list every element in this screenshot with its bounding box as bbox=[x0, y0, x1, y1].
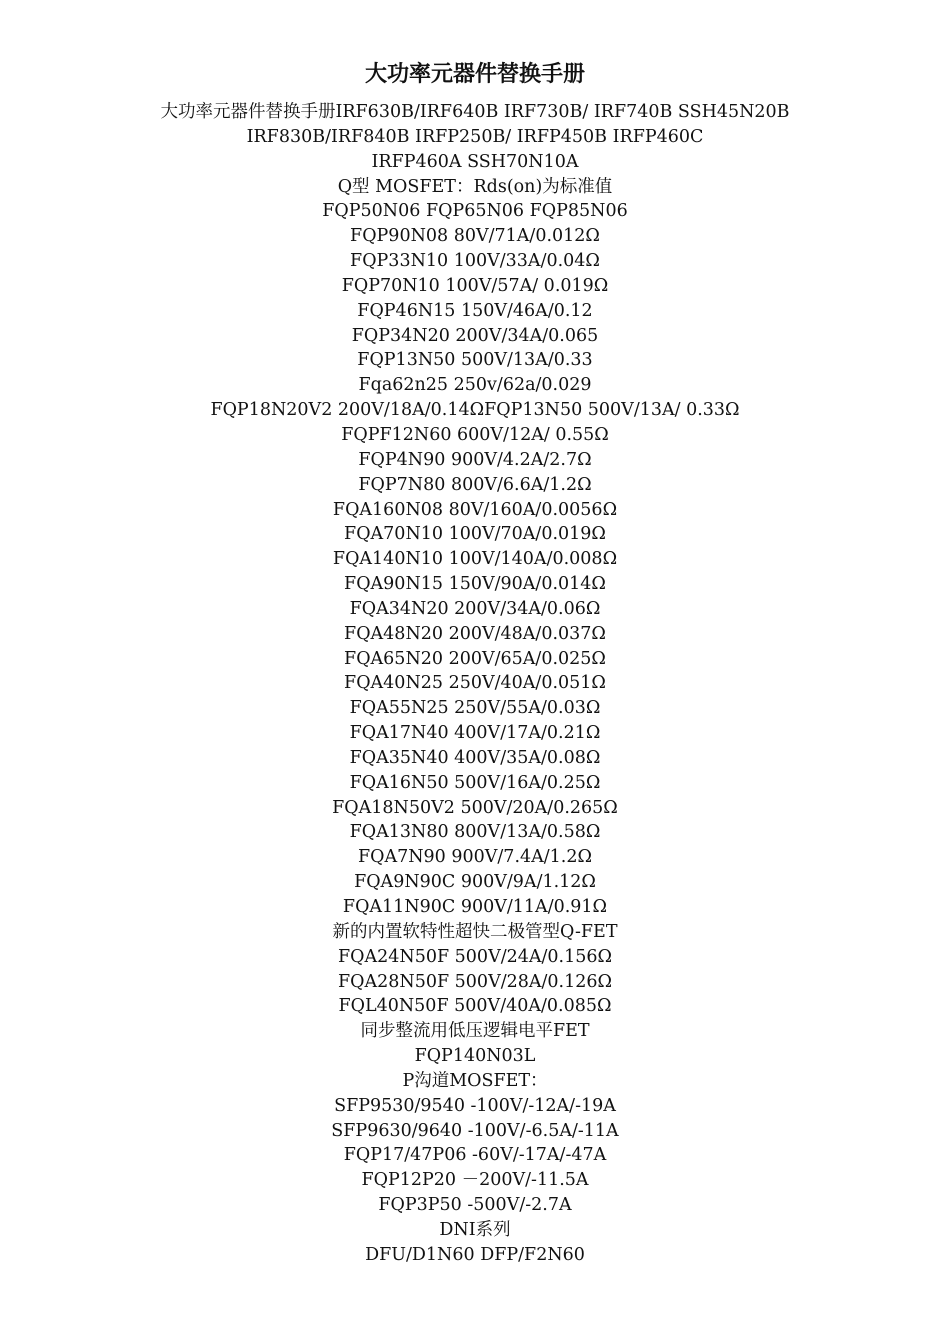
text-line: FQA70N10 100V/70A/0.019Ω bbox=[344, 524, 606, 545]
text-line: IRFP460A SSH70N10A bbox=[371, 151, 579, 172]
text-line: FQP12P20 －200V/-11.5A bbox=[361, 1170, 589, 1191]
text-line: FQL40N50F 500V/40A/0.085Ω bbox=[338, 996, 612, 1017]
text-line: FQA18N50V2 500V/20A/0.265Ω bbox=[332, 797, 618, 818]
text-line: FQP7N80 800V/6.6A/1.2Ω bbox=[358, 474, 592, 495]
text-line: FQA48N20 200V/48A/0.037Ω bbox=[344, 623, 606, 644]
text-line: FQA40N25 250V/40A/0.051Ω bbox=[344, 673, 606, 694]
text-line: 同步整流用低压逻辑电平FET bbox=[360, 1021, 590, 1042]
text-line: FQA11N90C 900V/11A/0.91Ω bbox=[342, 897, 608, 917]
text-line: FQA160N08 80V/160A/0.0056Ω bbox=[332, 499, 618, 520]
text-line: FQA24N50F 500V/24A/0.156Ω bbox=[337, 946, 613, 967]
text-line: FQP46N15 150V/46A/0.12 bbox=[357, 300, 593, 321]
document-title: 大功率元器件替换手册 bbox=[364, 62, 585, 87]
text-line: DNI系列 bbox=[439, 1219, 511, 1240]
text-line: FQA16N50 500V/16A/0.25Ω bbox=[349, 772, 601, 793]
text-line: FQP70N10 100V/57A/ 0.019Ω bbox=[341, 275, 609, 296]
text-line: FQA65N20 200V/65A/0.025Ω bbox=[344, 648, 606, 669]
text-line: FQP33N10 100V/33A/0.04Ω bbox=[350, 251, 600, 272]
text-line: SFP9530/9540 -100V/-12A/-19A bbox=[334, 1095, 616, 1116]
text-line: FQPF12N60 600V/12A/ 0.55Ω bbox=[341, 424, 609, 445]
text-line: FQA9N90C 900V/9A/1.12Ω bbox=[354, 872, 596, 893]
text-line: 新的内置软特性超快二极管型Q-FET bbox=[332, 921, 618, 942]
text-line: FQP140N03L bbox=[414, 1046, 536, 1067]
text-line: FQP4N90 900V/4.2A/2.7Ω bbox=[358, 449, 592, 470]
text-line: FQA28N50F 500V/28A/0.126Ω bbox=[337, 971, 613, 992]
text-line: FQP18N20V2 200V/18A/0.14ΩFQP13N50 500V/13A/ 0.33Ω bbox=[210, 400, 740, 421]
text-line: FQA55N25 250V/55A/0.03Ω bbox=[349, 698, 601, 719]
text-line: SFP9630/9640 -100V/-6.5A/-11A bbox=[331, 1120, 619, 1141]
text-line: Q型 MOSFET：Rds(on)为标准值 bbox=[337, 176, 613, 197]
text-line: FQP90N08 80V/71A/0.012Ω bbox=[350, 226, 600, 247]
text-line: P沟道MOSFET： bbox=[402, 1070, 548, 1091]
text-line: FQA90N15 150V/90A/0.014Ω bbox=[344, 574, 606, 595]
text-line: FQP34N20 200V/34A/0.065 bbox=[351, 325, 599, 346]
text-line: FQA140N10 100V/140A/0.008Ω bbox=[332, 549, 618, 570]
text-line: FQA17N40 400V/17A/0.21Ω bbox=[349, 723, 601, 744]
text-line: 大功率元器件替换手册IRF630B/IRF640B IRF730B/ IRF740B SSH45N20B bbox=[160, 102, 790, 122]
text-line: FQP13N50 500V/13A/0.33 bbox=[357, 350, 593, 371]
text-line: FQP50N06 FQP65N06 FQP85N06 bbox=[322, 201, 628, 222]
document-body bbox=[0, 100, 950, 1268]
text-line: FQA35N40 400V/35A/0.08Ω bbox=[349, 747, 601, 768]
text-line: FQP17/47P06 -60V/-17A/-47A bbox=[343, 1145, 607, 1166]
text-line: DFU/D1N60 DFP/F2N60 bbox=[365, 1244, 585, 1265]
text-line: FQA7N90 900V/7.4A/1.2Ω bbox=[357, 847, 593, 868]
text-line: FQP3P50 -500V/-2.7A bbox=[378, 1195, 572, 1216]
text-line: FQA13N80 800V/13A/0.58Ω bbox=[349, 822, 601, 843]
text-line: FQA34N20 200V/34A/0.06Ω bbox=[349, 598, 601, 619]
text-line: Fqa62n25 250v/62a/0.029 bbox=[358, 375, 592, 396]
text-line: IRF830B/IRF840B IRFP250B/ IRFP450B IRFP460C bbox=[246, 126, 704, 147]
